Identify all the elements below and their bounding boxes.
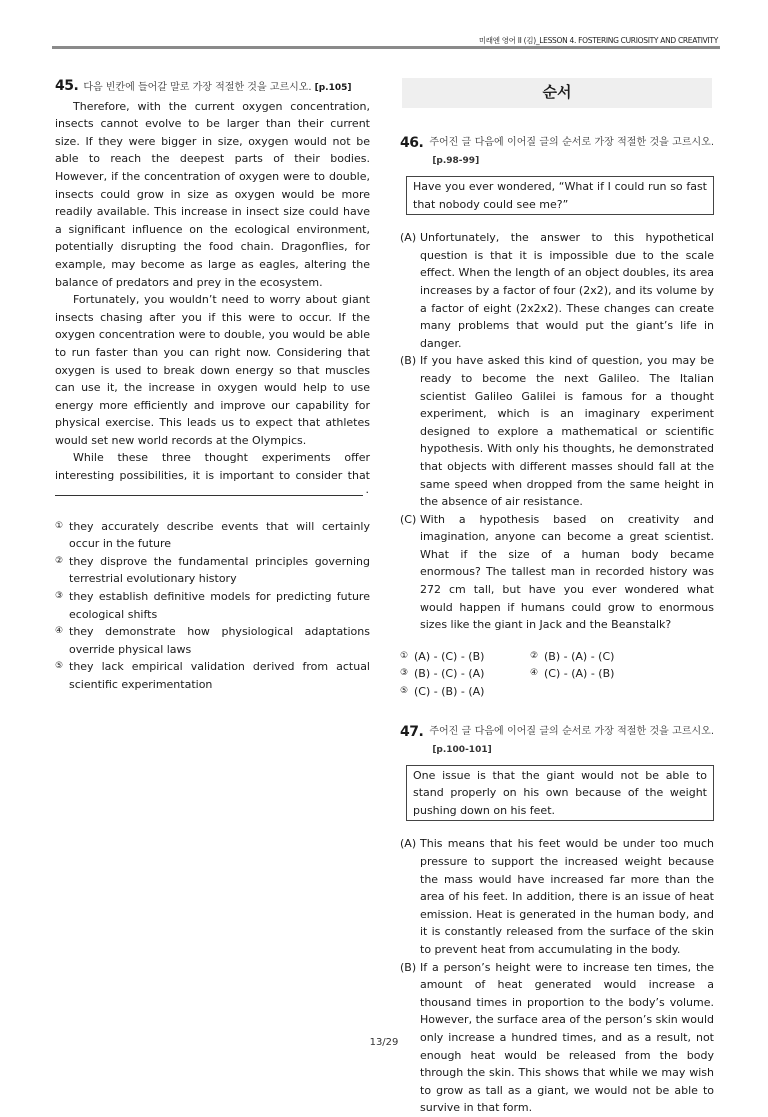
ordering-passages [400, 835, 714, 1117]
passage-b [400, 352, 714, 510]
choice-4[interactable] [55, 623, 370, 658]
passage-label: (A) [400, 231, 417, 245]
passage-paragraph: While these three thought experiments offer interesting possibilities, it is important to consider that [55, 451, 370, 483]
choice-number: ④ [55, 626, 64, 637]
page-number: 13/29 [369, 1037, 399, 1048]
page-header-title: 미래엔 영어 II (김)_LESSON 4. FOSTERING CURIOSITY AND CREATIVITY [478, 36, 718, 45]
passage-label: (C) [400, 512, 417, 526]
choice-5[interactable] [55, 658, 370, 693]
choice-text: they demonstrate how physiological adaptations override physical laws [69, 625, 370, 656]
choice-1[interactable] [55, 518, 370, 553]
choice-text: they establish definitive models for predicting future ecological shifts [69, 590, 370, 621]
question-45-header [55, 78, 370, 98]
header-rule [52, 46, 720, 49]
choice-number: ② [55, 555, 64, 566]
given-sentence-box: Have you ever wondered, “What if I could run so fast that nobody could see me?” [406, 176, 714, 215]
question-number: 45. [55, 78, 79, 94]
answer-blank [55, 482, 369, 496]
question-prompt [429, 723, 714, 759]
choice-number: ③ [55, 591, 64, 602]
page-reference: [p.105] [314, 83, 352, 93]
passage-text: If you have asked this kind of question, you may be ready to become the next Galileo. The Italian scientist Galileo Galilei is famous for a thought experiment, which is an imaginary experiment designed to explore a mathematical or scientific hypothesis. With only his thoughts, he demonstrated that objects with different masses should fall at the same speed when dropped from the same height in the absence of air resistance. [420, 354, 714, 509]
choice-number: ④ [530, 668, 539, 679]
right-column [400, 78, 714, 1117]
question-47 [400, 723, 714, 1117]
ordering-passages [400, 229, 714, 634]
question-prompt [429, 134, 714, 170]
passage-a [400, 835, 714, 958]
passage-text: This means that his feet would be under too much pressure to support the increased weight because the mass would have increased far more than the area of his feet. In addition, there is an issue of heat emission. Heat is generated in the human body, and it is constantly released from the surface of the skin to prevent heat from accumulating in the body. [420, 837, 714, 956]
choice-5[interactable] [400, 683, 530, 701]
choice-2[interactable] [55, 553, 370, 588]
choice-text: they disprove the fundamental principles governing terrestrial evolutionary history [69, 554, 370, 586]
blank-period: . [365, 482, 369, 496]
choice-3[interactable] [55, 588, 370, 623]
section-title-banner: 순서 [402, 78, 712, 108]
given-sentence-box: One issue is that the giant would not be able to stand properly on his own because of the weight pushing down on his feet. [406, 765, 714, 822]
question-46 [400, 134, 714, 701]
choice-text: (A) - (C) - (B) [414, 649, 485, 663]
question-prompt-text: 주어진 글 다음에 이어질 글의 순서로 가장 적절한 것을 고르시오. [429, 725, 714, 737]
passage-label: (B) [400, 960, 417, 974]
page-reference: [p.100-101] [432, 744, 492, 755]
choice-4[interactable] [530, 665, 680, 683]
left-column [55, 78, 370, 694]
question-45-choices [55, 518, 370, 694]
passage-c [400, 511, 714, 634]
choice-number: ③ [400, 668, 409, 679]
passage-label: (B) [400, 354, 417, 368]
choice-text: (B) - (A) - (C) [544, 649, 615, 663]
choice-number: ⑤ [400, 686, 409, 697]
passage-paragraph: Fortunately, you wouldn’t need to worry about giant insects chasing after you if this were to occur. If the oxygen concentration were to double, you would be able to run faster than you can right now. Considering that oxygen is used to break down energy so that muscles can use it, the increase in oxygen would help to use energy more efficiently and improve our capability for physical exercise. This leads us to expect that athletes would set new world records at the Olympics. [55, 293, 370, 447]
choice-number: ① [55, 520, 64, 531]
question-number: 46. [400, 135, 424, 151]
choice-2[interactable] [530, 648, 680, 666]
question-number: 47. [400, 723, 424, 740]
question-46-header [400, 134, 714, 170]
choice-text: they lack empirical validation derived from actual scientific experimentation [69, 660, 370, 691]
question-prompt: 다음 빈칸에 들어갈 말로 가장 적절한 것을 고르시오. [83, 82, 312, 93]
choice-3[interactable] [400, 665, 530, 683]
choice-number: ② [530, 650, 539, 661]
choice-number: ⑤ [55, 661, 64, 672]
choice-text: they accurately describe events that will certainly occur in the future [69, 519, 370, 551]
passage-text: Unfortunately, the answer to this hypothetical question is that it is impossible due to the scale effect. When the length of an object doubles, its area increases by a factor of four (2x2), and its volume by a factor of eight (2x2x2). These changes can create many problems that would put the giant’s life in danger. [420, 231, 714, 350]
passage-text: With a hypothesis based on creativity and imagination, anyone can become a great scientist. What if the size of a human body became enormous? The tallest man in recorded history was 272 cm tall, but have you ever wondered what would happen if humans could grow to enormous sizes like the giant in Jack and the Beanstalk? [420, 512, 714, 632]
question-prompt-text: 주어진 글 다음에 이어질 글의 순서로 가장 적절한 것을 고르시오. [429, 137, 714, 148]
question-46-choices [400, 648, 714, 701]
choice-text: (C) - (A) - (B) [544, 667, 615, 681]
choice-text: (B) - (C) - (A) [414, 667, 485, 681]
choice-number: ① [400, 650, 409, 661]
passage-label: (A) [400, 837, 417, 851]
question-47-header [400, 723, 714, 759]
passage-paragraph: Therefore, with the current oxygen concentration, insects cannot evolve to be larger than their current size. If they were bigger in size, oxygen would not be able to reach the deepest parts of their bodies. However, if the concentration of oxygen were to double, insects could grow in size as oxygen would be more readily available. This increase in insect size could have a significant influence on the ecological environment, potentially disrupting the food chain. Dragonflies, for example, may become as large as eagles, altering the balance of predators and prey in the ecosystem. [55, 99, 370, 289]
choice-1[interactable] [400, 648, 530, 666]
choice-text: (C) - (B) - (A) [414, 685, 485, 699]
page-reference: [p.98-99] [432, 156, 480, 166]
passage-a [400, 229, 714, 352]
passage-text: If a person’s height were to increase ten times, the amount of heat generated would increase a thousand times in proportion to the body’s volume. However, the surface area of the person’s skin would only increase a hundred times, and as a result, not enough heat would be released from the body through the skin. This shows that while we may wish to grow as tall as a giant, we would not be able to survive in that form. [420, 960, 714, 1115]
